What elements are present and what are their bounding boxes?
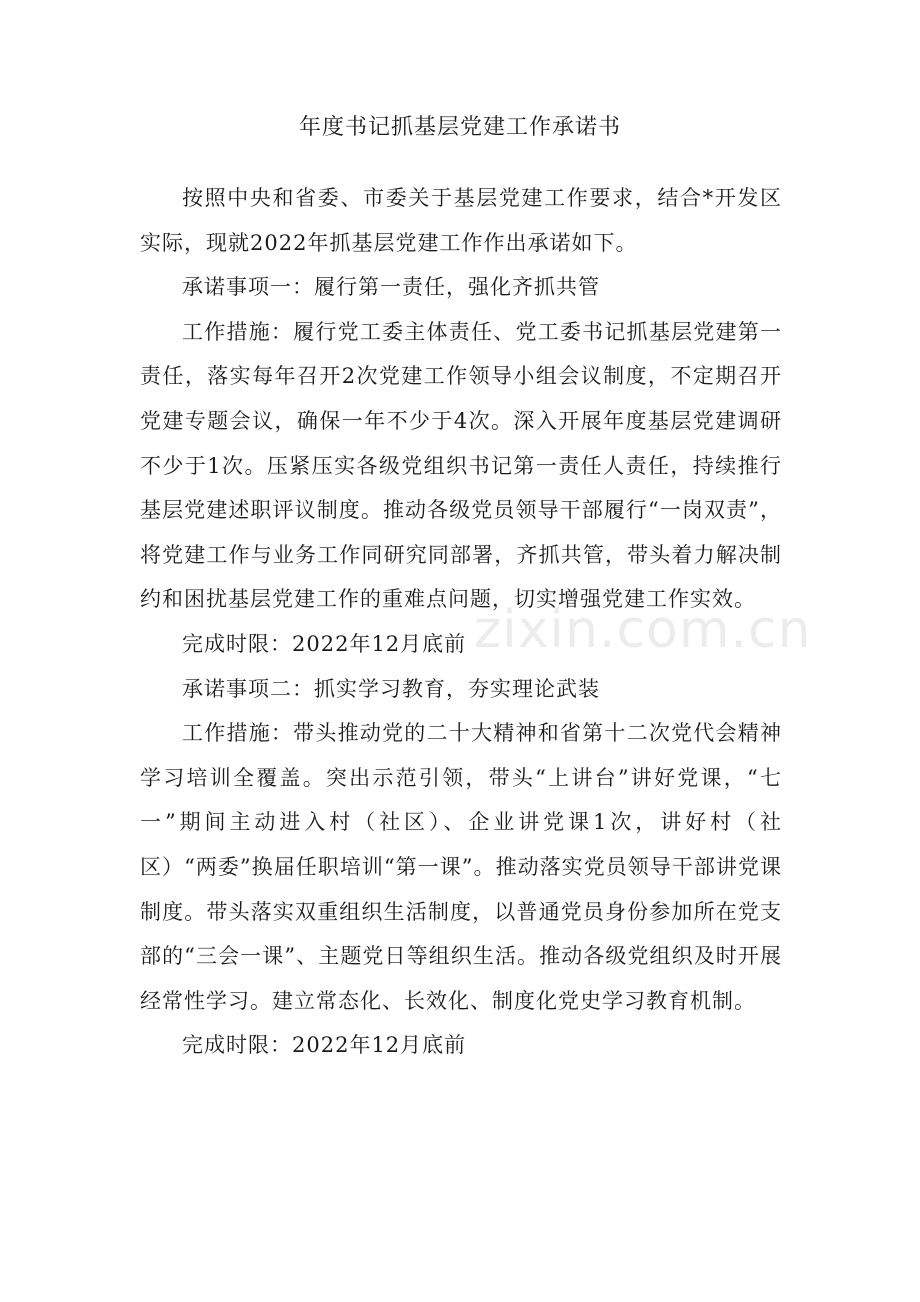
watermark: zixin.com.cn xyxy=(474,600,812,660)
document-body xyxy=(140,176,782,1068)
commitment-item-1-heading: 承诺事项一：履行第一责任，强化齐抓共管 xyxy=(182,275,600,300)
document-title: 年度书记抓基层党建工作承诺书 xyxy=(298,115,621,140)
commitment-item-2-heading: 承诺事项二：抓实学习教育，夯实理论武装 xyxy=(182,676,600,701)
commitment-item-2-deadline: 完成时限：2022年12月底前 xyxy=(182,1033,467,1058)
commitment-item-2-measures: 工作措施：带头推动党的二十大精神和省第十二次党代会精神学习培训全覆盖。突出示范引领，带头“上讲台”讲好党课，“七一”期间主动进入村（社区）、企业讲党课1次，讲好村（社区）“两委”换届任职培训“第一课”。推动落实党员领导干部讲党课制度。带头落实双重组织生活制度，以普通党员身份参加所在党支部的“三会一课”、主题党日等组织生活。推动各级党组织及时开展经常性学习。建立常态化、长效化、制度化党史学习教育机制。 xyxy=(140,721,782,1013)
commitment-item-1-deadline: 完成时限：2022年12月底前 xyxy=(182,631,467,656)
commitment-item-1-measures: 工作措施：履行党工委主体责任、党工委书记抓基层党建第一责任，落实每年召开2次党建工作领导小组会议制度，不定期召开党建专题会议，确保一年不少于4次。深入开展年度基层党建调研不少于1次。压紧压实各级党组织书记第一责任人责任，持续推行基层党建述职评议制度。推动各级党员领导干部履行“一岗双责”，将党建工作与业务工作同研究同部署，齐抓共管，带头着力解决制约和困扰基层党建工作的重难点问题，切实增强党建工作实效。 xyxy=(140,319,782,612)
intro-paragraph: 按照中央和省委、市委关于基层党建工作要求，结合*开发区实际，现就2022年抓基层党建工作作出承诺如下。 xyxy=(140,186,782,255)
